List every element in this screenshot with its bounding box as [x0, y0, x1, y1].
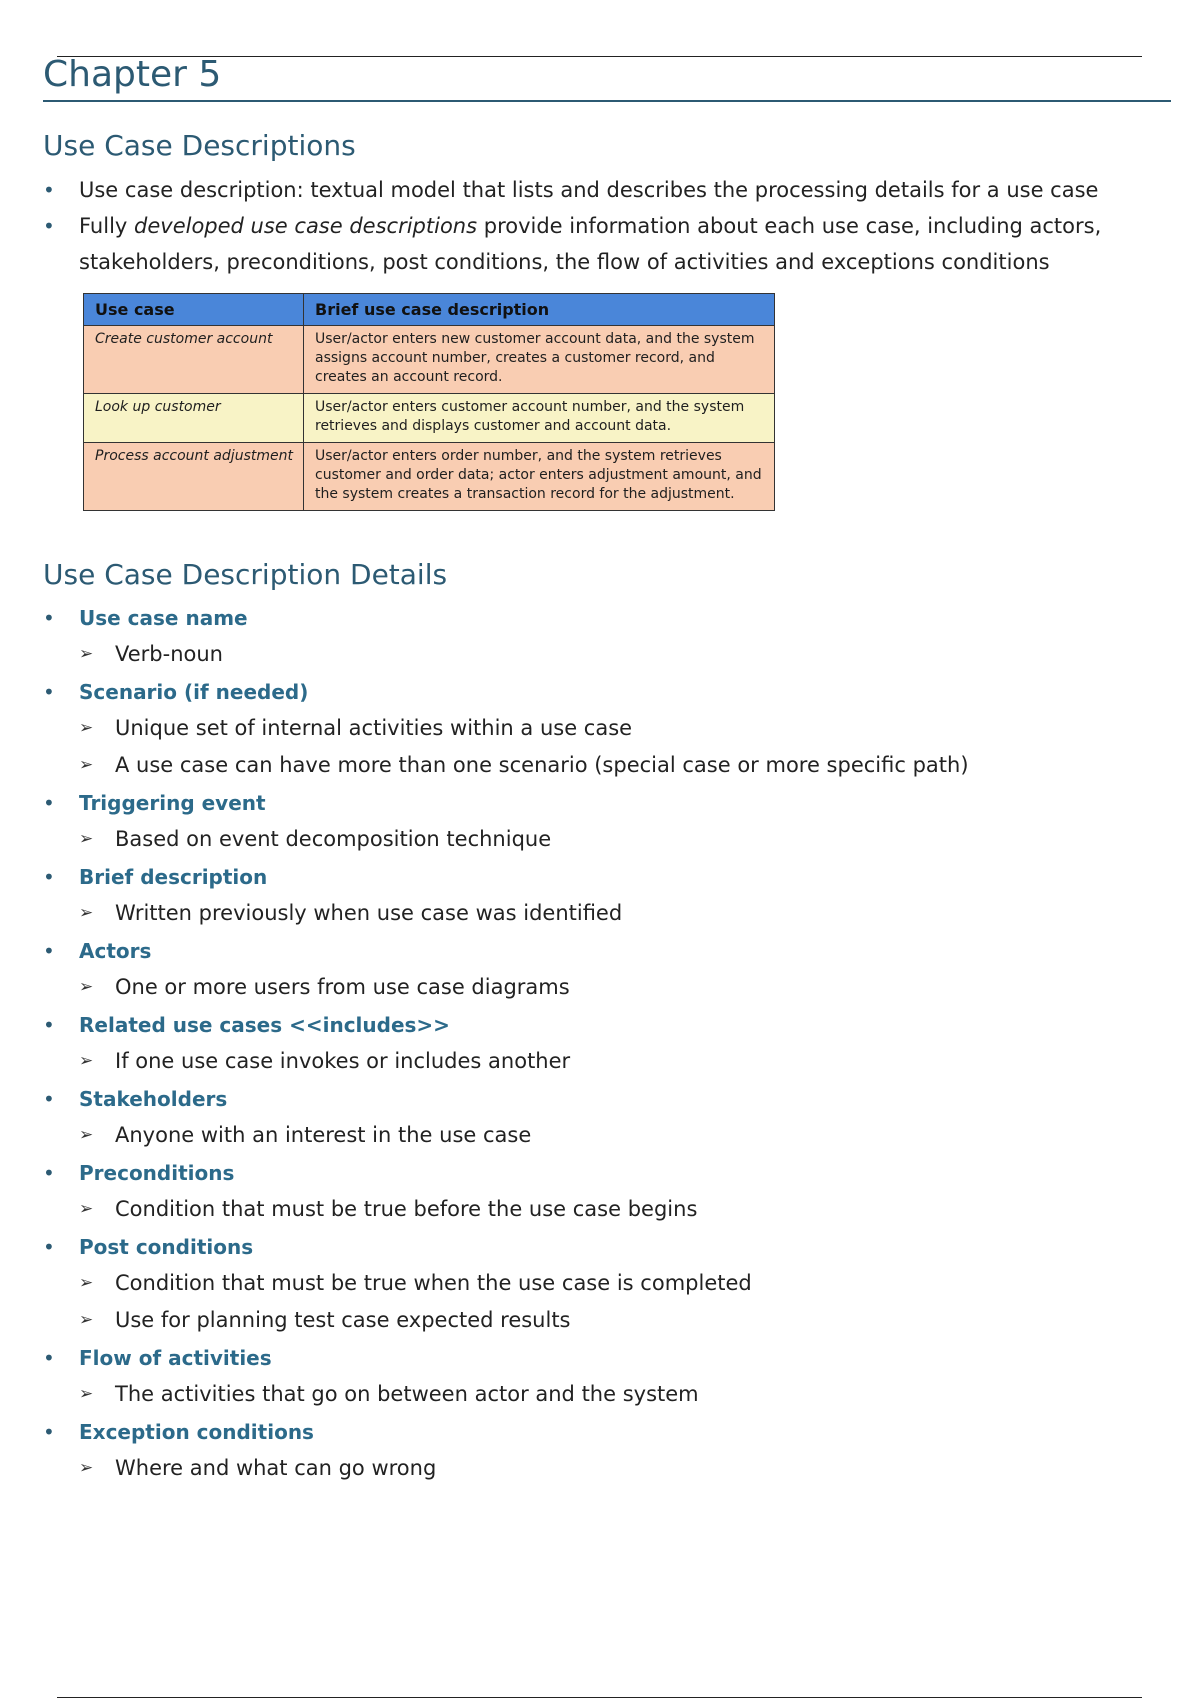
table-header-row: [84, 294, 775, 326]
detail-sub-list: [79, 710, 1163, 784]
detail-item: [43, 1081, 1163, 1154]
detail-item-label: Stakeholders: [79, 1087, 228, 1111]
detail-item-label: Flow of activities: [79, 1346, 272, 1370]
detail-sub-item: ➢ Unique set of internal activities within a use case: [79, 710, 1163, 747]
column-header-description: Brief use case description: [304, 294, 775, 326]
detail-item-label: Use case name: [79, 606, 248, 630]
table-row: [84, 326, 775, 394]
detail-sub-item: ➢ A use case can have more than one scenario (special case or more specific path): [79, 747, 1163, 784]
detail-item-label: Scenario (if needed): [79, 680, 309, 704]
detail-item: [43, 1414, 1163, 1487]
detail-item-label: Brief description: [79, 865, 268, 889]
detail-item: [43, 600, 1163, 673]
detail-sub-item: ➢ If one use case invokes or includes another: [79, 1043, 1163, 1080]
bullet-text-prefix: Fully: [79, 214, 135, 238]
detail-item: [43, 674, 1163, 784]
use-case-name-cell: Create customer account: [84, 326, 304, 394]
use-case-descriptions-section: [43, 128, 1163, 511]
detail-item: [43, 1340, 1163, 1413]
detail-sub-item: ➢ Verb-noun: [79, 636, 1163, 673]
details-list: [43, 600, 1163, 1487]
intro-bullet-list: [43, 172, 1163, 280]
detail-item: [43, 859, 1163, 932]
detail-sub-list: [79, 1043, 1163, 1080]
detail-item-label: Actors: [79, 939, 152, 963]
detail-sub-item: ➢ Use for planning test case expected results: [79, 1302, 1163, 1339]
section-heading-details: Use Case Description Details: [43, 558, 448, 591]
section-heading-descriptions: Use Case Descriptions: [43, 129, 356, 162]
detail-item: [43, 785, 1163, 858]
detail-item: [43, 1229, 1163, 1339]
detail-sub-item: ➢ Based on event decomposition technique: [79, 821, 1163, 858]
chapter-title: Chapter 5: [43, 52, 1171, 102]
detail-sub-list: [79, 1450, 1163, 1487]
detail-sub-item: ➢ Written previously when use case was identified: [79, 895, 1163, 932]
use-case-name-cell: Look up customer: [84, 394, 304, 443]
detail-item: [43, 1007, 1163, 1080]
detail-item-label: Exception conditions: [79, 1420, 314, 1444]
detail-sub-list: [79, 895, 1163, 932]
detail-item-label: Preconditions: [79, 1161, 235, 1185]
detail-item-label: Post conditions: [79, 1235, 254, 1259]
bullet-text-emphasis: developed use case descriptions: [134, 214, 478, 238]
detail-sub-item: ➢ The activities that go on between actor and the system: [79, 1376, 1163, 1413]
intro-bullet: [43, 208, 1163, 280]
column-header-use-case: Use case: [84, 294, 304, 326]
table-row: [84, 394, 775, 443]
detail-sub-item: ➢ Condition that must be true when the use case is completed: [79, 1265, 1163, 1302]
detail-item: [43, 933, 1163, 1006]
detail-sub-item: ➢ Anyone with an interest in the use case: [79, 1117, 1163, 1154]
detail-sub-item: ➢ One or more users from use case diagrams: [79, 969, 1163, 1006]
use-case-table: [83, 293, 775, 511]
detail-sub-item: ➢ Condition that must be true before the use case begins: [79, 1191, 1163, 1228]
page-bottom-rule: [57, 1697, 1142, 1698]
detail-item-label: Related use cases <<includes>>: [79, 1013, 450, 1037]
use-case-name-cell: Process account adjustment: [84, 443, 304, 511]
intro-bullet: • Use case description: textual model that lists and describes the processing details for a use case: [43, 172, 1163, 208]
detail-sub-list: [79, 636, 1163, 673]
table-row: [84, 443, 775, 511]
detail-sub-list: [79, 821, 1163, 858]
detail-sub-list: [79, 1376, 1163, 1413]
detail-sub-list: [79, 969, 1163, 1006]
detail-sub-item: ➢ Where and what can go wrong: [79, 1450, 1163, 1487]
detail-item: [43, 1155, 1163, 1228]
detail-sub-list: [79, 1117, 1163, 1154]
use-case-description-cell: User/actor enters new customer account data, and the system assigns account number, creates a customer record, and creates an account record.: [304, 326, 775, 394]
detail-sub-list: [79, 1265, 1163, 1339]
detail-sub-list: [79, 1191, 1163, 1228]
bullet-text-suffix: provide information about each use case, including actors, stakeholders, preconditions, post conditions, the flow of activities and exceptions conditions: [79, 214, 1102, 274]
use-case-details-section: [43, 557, 1163, 1487]
use-case-description-cell: User/actor enters order number, and the system retrieves customer and order data; actor enters adjustment amount, and the system creates a transaction record for the adjustment.: [304, 443, 775, 511]
use-case-description-cell: User/actor enters customer account number, and the system retrieves and displays customer and account data.: [304, 394, 775, 443]
detail-item-label: Triggering event: [79, 791, 266, 815]
